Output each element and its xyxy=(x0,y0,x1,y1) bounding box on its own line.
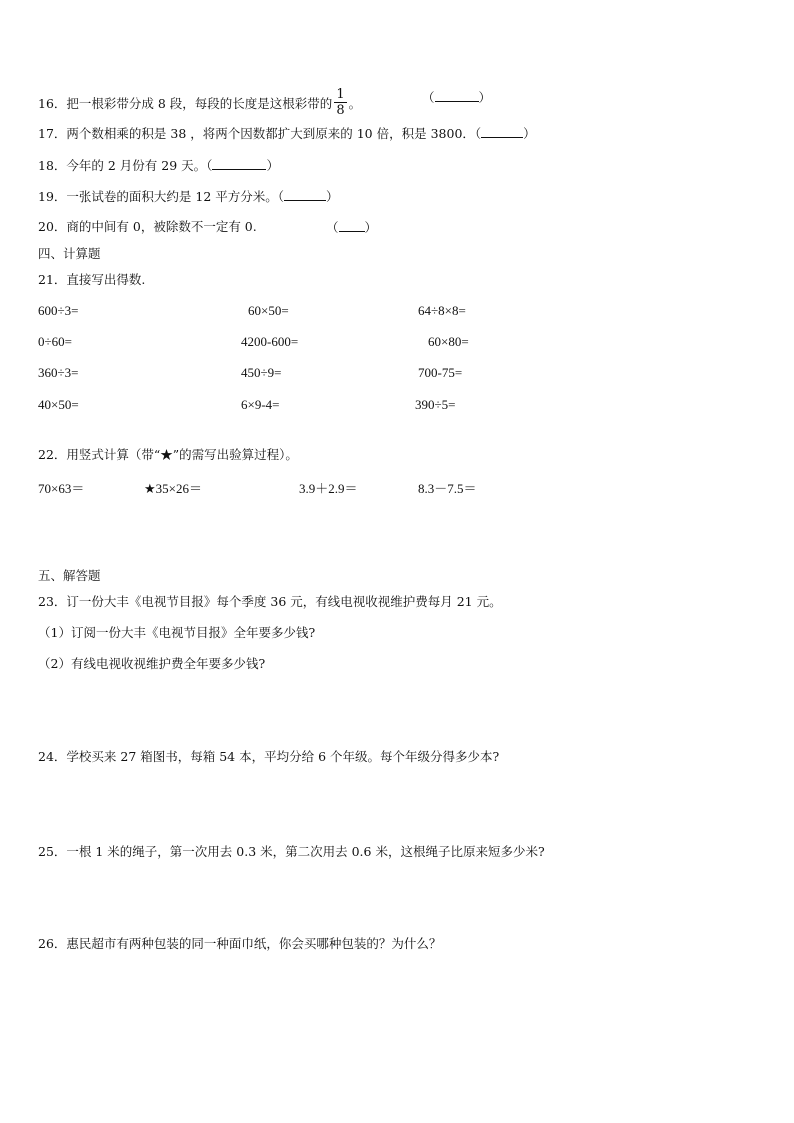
calc-item: 4200-600= xyxy=(241,334,299,349)
question-text: 一张试卷的面积大约是 12 平方分米。 xyxy=(66,189,278,204)
question-18 xyxy=(38,157,279,174)
question-22-title: 22．用竖式计算（带“★”的需写出验算过程）。 xyxy=(38,447,298,462)
question-text: 今年的 2 月份有 29 天。 xyxy=(66,158,207,173)
answer-blank[interactable] xyxy=(481,125,523,138)
question-number: 16． xyxy=(38,96,67,111)
fraction xyxy=(334,87,346,118)
calc-item: 600÷3= xyxy=(38,303,79,318)
paren-open: （ xyxy=(422,90,435,105)
question-23-sub-2: （2）有线电视收视维护费全年要多少钱? xyxy=(38,656,266,671)
paren-open: （ xyxy=(326,220,339,235)
calc-item: 60×50= xyxy=(248,303,289,318)
paren-open: （ xyxy=(474,126,482,141)
fraction-numerator: 1 xyxy=(336,87,345,102)
paren-close: ） xyxy=(326,189,339,204)
vertical-calc-item: ★35×26＝ xyxy=(144,481,202,496)
paren-close: ） xyxy=(478,90,492,105)
vertical-calc-item: 8.3－7.5＝ xyxy=(418,481,477,496)
question-16 xyxy=(38,89,361,120)
fraction-denominator: 8 xyxy=(336,103,345,118)
calc-item: 60×80= xyxy=(428,334,469,349)
question-20 xyxy=(38,219,257,235)
question-number: 18． xyxy=(38,158,67,173)
question-25: 25．一根 1 米的绳子，第一次用去 0.3 米，第二次用去 0.6 米，这根绳子比原来短多少米? xyxy=(38,844,545,859)
question-24: 24．学校买来 27 箱图书，每箱 54 本，平均分给 6 个年级。每个年级分得多少本? xyxy=(38,749,500,764)
question-number: 19． xyxy=(38,189,67,204)
section-heading-5: 五、解答题 xyxy=(38,568,101,583)
question-17 xyxy=(38,125,536,142)
calc-item: 6×9-4= xyxy=(241,397,280,412)
question-text: 把一根彩带分成 8 段，每段的长度是这根彩带的 xyxy=(66,96,333,111)
question-19 xyxy=(38,188,339,205)
answer-blank[interactable] xyxy=(339,219,365,232)
calc-item: 700-75= xyxy=(418,365,463,380)
calc-item: 450÷9= xyxy=(241,365,282,380)
paren-close: ） xyxy=(364,220,378,235)
answer-blank[interactable] xyxy=(284,188,326,201)
answer-paren-16 xyxy=(422,89,491,106)
question-23-sub-1: （1）订阅一份大丰《电视节目报》全年要多少钱? xyxy=(38,625,316,640)
question-end-mark: 。 xyxy=(348,96,362,111)
calc-item: 64÷8×8= xyxy=(418,303,466,318)
calc-item: 390÷5= xyxy=(415,397,456,412)
paren-open: （ xyxy=(206,158,213,173)
question-number: 17． xyxy=(38,126,67,141)
calc-item: 360÷3= xyxy=(38,365,79,380)
question-23: 23．订一份大丰《电视节目报》每个季度 36 元，有线电视收视维护费每月 21 元。 xyxy=(38,594,502,609)
answer-blank[interactable] xyxy=(212,157,266,170)
question-text: 商的中间有 0，被除数不一定有 0. xyxy=(66,219,257,234)
question-text: 两个数相乘的积是 38 ，将两个因数都扩大到原来的 10 倍，积是 3800． xyxy=(66,126,475,141)
section-heading-4: 四、计算题 xyxy=(38,246,101,261)
paren-close: ） xyxy=(266,158,279,173)
question-number: 20． xyxy=(38,219,67,234)
vertical-calc-item: 3.9＋2.9＝ xyxy=(299,481,358,496)
vertical-calc-item: 70×63＝ xyxy=(38,481,85,496)
answer-blank[interactable] xyxy=(435,89,479,102)
paren-close: ） xyxy=(523,126,536,141)
paren-open: （ xyxy=(277,189,285,204)
calc-item: 0÷60= xyxy=(38,334,72,349)
answer-paren-20 xyxy=(326,219,377,236)
calc-item: 40×50= xyxy=(38,397,79,412)
question-26: 26．惠民超市有两种包装的同一种面巾纸，你会买哪种包装的？为什么？ xyxy=(38,936,442,951)
question-21-title: 21．直接写出得数. xyxy=(38,272,146,287)
